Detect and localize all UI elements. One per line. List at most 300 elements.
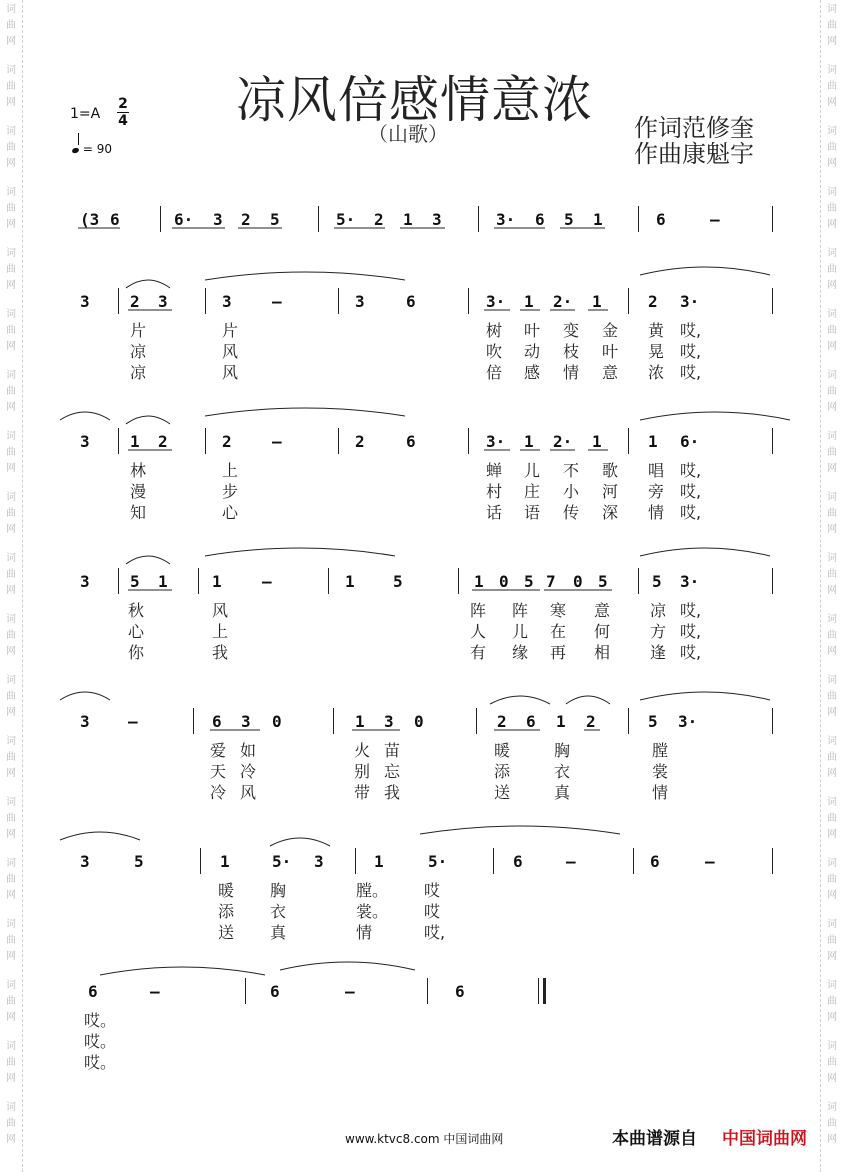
note: 1 <box>592 292 602 311</box>
slur-arc <box>126 280 170 288</box>
watermark-glyph: 词 <box>6 736 16 747</box>
watermark-glyph: 曲 <box>6 569 16 580</box>
watermark-glyph: 网 <box>6 158 16 169</box>
note: – <box>345 982 355 1001</box>
watermark-glyph: 词 <box>6 797 16 808</box>
watermark-glyph: 网 <box>6 341 16 352</box>
watermark-glyph: 词 <box>827 370 837 381</box>
note: – <box>272 432 282 451</box>
footer-url: www.ktvc8.com 中国词曲网 <box>345 1132 504 1146</box>
lyric-syllable: 片 <box>130 321 147 340</box>
watermark-glyph: 曲 <box>827 691 837 702</box>
note: – <box>272 292 282 311</box>
note: 2 <box>222 432 232 451</box>
note: 0 <box>272 712 282 731</box>
note: 5 <box>652 572 662 591</box>
note: 1 <box>524 292 534 311</box>
note: 1 <box>355 712 365 731</box>
watermark-glyph: 曲 <box>6 630 16 641</box>
watermark-glyph: 曲 <box>6 691 16 702</box>
lyric-syllable: 膛 <box>652 741 669 760</box>
lyric-syllable: 阵 <box>512 601 529 620</box>
watermark-glyph: 网 <box>827 341 837 352</box>
note: 1 <box>474 572 484 591</box>
watermark-glyph: 网 <box>6 219 16 230</box>
slur-arc <box>280 962 415 970</box>
lyric-syllable: 浓 <box>648 363 665 382</box>
watermark-glyph: 词 <box>6 553 16 564</box>
note: 3 <box>80 852 90 871</box>
lyric-syllable: 风 <box>212 601 229 620</box>
lyric-syllable: 如 <box>240 741 257 760</box>
lyric-syllable: 人 <box>470 622 487 641</box>
note: 1 <box>593 210 603 229</box>
watermark-glyph: 网 <box>6 463 16 474</box>
watermark-glyph: 网 <box>827 707 837 718</box>
note: 5 <box>393 572 403 591</box>
watermark-glyph: 曲 <box>827 935 837 946</box>
watermark-glyph: 曲 <box>827 203 837 214</box>
lyric-syllable: 哎 <box>424 902 441 921</box>
watermark-glyph: 曲 <box>827 386 837 397</box>
lyric-syllable: 吹 <box>486 342 503 361</box>
watermark-glyph: 词 <box>827 492 837 503</box>
watermark-glyph: 网 <box>6 890 16 901</box>
lyric-syllable: 裳 <box>652 762 669 781</box>
watermark-glyph: 网 <box>6 829 16 840</box>
lyric-syllable: 动 <box>524 342 541 361</box>
note: 6 <box>650 852 660 871</box>
lyric-syllable: 唱 <box>648 461 665 480</box>
note: 3· <box>496 210 516 229</box>
time-signature-bottom: 4 <box>118 113 128 129</box>
watermark-glyph: 词 <box>827 980 837 991</box>
watermark-glyph: 词 <box>827 675 837 686</box>
lyric-syllable: 秋 <box>128 601 145 620</box>
watermark-glyph: 曲 <box>6 447 16 458</box>
lyric-syllable: 叶 <box>524 321 541 340</box>
tempo-value: = 90 <box>82 142 112 156</box>
lyric-syllable: 添 <box>494 762 511 781</box>
lyric-syllable: 忘 <box>384 762 401 781</box>
watermark-glyph: 网 <box>6 1073 16 1084</box>
lyric-syllable: 哎, <box>680 363 702 382</box>
watermark-glyph: 词 <box>827 858 837 869</box>
watermark-glyph: 词 <box>6 370 16 381</box>
watermark-glyph: 词 <box>6 65 16 76</box>
note: 6 <box>406 292 416 311</box>
lyric-syllable: 何 <box>594 622 611 641</box>
lyric-syllable: 真 <box>270 923 287 942</box>
watermark-glyph: 曲 <box>827 813 837 824</box>
watermark-glyph: 词 <box>6 492 16 503</box>
watermark-glyph: 曲 <box>827 81 837 92</box>
song-title: 凉风倍感情意浓 <box>236 71 593 129</box>
song-subtitle: （山歌） <box>368 122 448 146</box>
note: – <box>262 572 272 591</box>
watermark-glyph: 曲 <box>6 264 16 275</box>
lyric-syllable: 冷 <box>210 783 227 802</box>
footer-brand: 中国词曲网 <box>722 1129 807 1149</box>
watermark-glyph: 网 <box>6 402 16 413</box>
lyric-syllable: 送 <box>218 923 235 942</box>
watermark-glyph: 词 <box>6 858 16 869</box>
lyric-syllable: 在 <box>550 622 567 641</box>
lyric-syllable: 凉 <box>130 363 147 382</box>
lyric-syllable: 倍 <box>486 363 503 382</box>
lyric-syllable: 风 <box>222 342 239 361</box>
note: 5 <box>134 852 144 871</box>
watermark-glyph: 网 <box>6 280 16 291</box>
note: – <box>705 852 715 871</box>
note: 2· <box>553 432 573 451</box>
note: 6 <box>270 982 280 1001</box>
note: 6· <box>174 210 194 229</box>
watermark-glyph: 曲 <box>827 1057 837 1068</box>
lyric-syllable: 裳。 <box>356 902 389 921</box>
note: 6· <box>680 432 700 451</box>
watermark-glyph: 网 <box>6 646 16 657</box>
watermark-glyph: 网 <box>827 97 837 108</box>
slur-arc <box>490 696 550 704</box>
note: 6 <box>535 210 545 229</box>
note: 6 <box>455 982 465 1001</box>
watermark-glyph: 网 <box>827 402 837 413</box>
note: 1 <box>403 210 413 229</box>
lyric-syllable: 寒 <box>550 601 567 620</box>
note: 3 <box>314 852 324 871</box>
watermark-glyph: 曲 <box>6 203 16 214</box>
watermark-glyph: 曲 <box>6 386 16 397</box>
lyric-syllable: 心 <box>222 503 239 522</box>
watermark-glyph: 曲 <box>827 264 837 275</box>
note: 6 <box>406 432 416 451</box>
lyric-syllable: 你 <box>128 643 145 662</box>
note: 2· <box>553 292 573 311</box>
note: 3 <box>158 292 168 311</box>
lyric-syllable: 哎。 <box>84 1011 117 1030</box>
watermark-glyph: 曲 <box>6 20 16 31</box>
note: 6 <box>656 210 666 229</box>
watermark-glyph: 曲 <box>827 630 837 641</box>
watermark-glyph: 网 <box>6 951 16 962</box>
note: – <box>128 712 138 731</box>
lyric-syllable: 晃 <box>648 342 665 361</box>
lyric-syllable: 儿 <box>512 622 529 641</box>
watermark-glyph: 词 <box>827 1102 837 1113</box>
note: 2 <box>648 292 658 311</box>
lyric-syllable: 村 <box>486 482 503 501</box>
lyric-syllable: 漫 <box>130 482 147 501</box>
lyric-syllable: 衣 <box>270 902 287 921</box>
watermark-glyph: 网 <box>6 768 16 779</box>
slur-arc <box>205 408 405 416</box>
note: 1 <box>345 572 355 591</box>
lyric-syllable: 不 <box>563 461 580 480</box>
note: 6 <box>513 852 523 871</box>
slur-arc <box>640 692 770 700</box>
lyric-syllable: 蝉 <box>486 461 503 480</box>
watermark-glyph: 词 <box>6 126 16 137</box>
note: 5· <box>272 852 292 871</box>
note: 2 <box>241 210 251 229</box>
lyric-syllable: 胸 <box>270 881 287 900</box>
lyric-syllable: 哎, <box>680 622 702 641</box>
watermark-glyph: 网 <box>827 280 837 291</box>
note: 3 <box>80 572 90 591</box>
lyric-syllable: 旁 <box>648 482 665 501</box>
slur-arc <box>205 548 395 556</box>
note: 3 <box>384 712 394 731</box>
note: 3· <box>680 572 700 591</box>
lyric-syllable: 知 <box>130 503 147 522</box>
watermark-glyph: 词 <box>6 248 16 259</box>
watermark-glyph: 网 <box>827 646 837 657</box>
lyric-syllable: 爱 <box>210 741 227 760</box>
watermark-glyph: 网 <box>6 1134 16 1145</box>
note: 3 <box>213 210 223 229</box>
note: 0 <box>573 572 583 591</box>
note: 6 <box>212 712 222 731</box>
slur-arc <box>60 692 110 700</box>
lyric-syllable: 情 <box>356 923 373 942</box>
note: 5 <box>598 572 608 591</box>
note: (3 <box>80 210 100 229</box>
lyric-syllable: 上 <box>222 461 239 480</box>
note: 1 <box>212 572 222 591</box>
lyric-syllable: 天 <box>210 762 227 781</box>
watermark-glyph: 曲 <box>827 1118 837 1129</box>
watermark-glyph: 网 <box>827 463 837 474</box>
watermark-glyph: 曲 <box>6 752 16 763</box>
lyric-syllable: 情 <box>652 783 669 802</box>
watermark-glyph: 词 <box>6 919 16 930</box>
watermark-glyph: 词 <box>827 4 837 15</box>
watermark-glyph: 词 <box>6 980 16 991</box>
watermark-glyph: 词 <box>6 1102 16 1113</box>
lyric-syllable: 冷 <box>240 762 257 781</box>
lyric-syllable: 哎, <box>680 482 702 501</box>
lyric-syllable: 变 <box>563 321 580 340</box>
note: 3 <box>432 210 442 229</box>
watermark-glyph: 词 <box>827 736 837 747</box>
lyric-syllable: 传 <box>563 503 580 522</box>
lyric-syllable: 风 <box>222 363 239 382</box>
watermark-glyph: 曲 <box>6 142 16 153</box>
note: 2 <box>130 292 140 311</box>
watermark-glyph: 曲 <box>6 81 16 92</box>
watermark-glyph: 词 <box>827 919 837 930</box>
slur-arc <box>205 272 405 280</box>
watermark-glyph: 词 <box>827 309 837 320</box>
watermark-glyph: 网 <box>827 1012 837 1023</box>
note: 1 <box>556 712 566 731</box>
composer-credit: 作曲康魁宇 <box>634 140 754 168</box>
note: 3 <box>222 292 232 311</box>
lyric-syllable: 林 <box>130 461 147 480</box>
slur-arc <box>640 267 770 275</box>
lyric-syllable: 再 <box>550 643 567 662</box>
slur-arc <box>640 548 770 556</box>
lyric-syllable: 黄 <box>648 321 665 340</box>
watermark-glyph: 曲 <box>6 325 16 336</box>
watermark-glyph: 曲 <box>827 142 837 153</box>
note: 6 <box>110 210 120 229</box>
watermark-glyph: 网 <box>827 1073 837 1084</box>
watermark-glyph: 词 <box>6 675 16 686</box>
lyric-syllable: 河 <box>602 482 619 501</box>
note: 3· <box>486 432 506 451</box>
note: – <box>566 852 576 871</box>
slur-arc <box>270 838 330 846</box>
watermark-glyph: 曲 <box>827 447 837 458</box>
note: 3 <box>241 712 251 731</box>
watermark-glyph: 曲 <box>827 874 837 885</box>
note: 5· <box>336 210 356 229</box>
note: 2 <box>586 712 596 731</box>
note: – <box>710 210 720 229</box>
watermark-glyph: 曲 <box>827 20 837 31</box>
watermark-glyph: 词 <box>6 1041 16 1052</box>
lyric-syllable: 凉 <box>650 601 667 620</box>
note: 6 <box>526 712 536 731</box>
note: 3 <box>80 292 90 311</box>
lyric-syllable: 苗 <box>384 741 401 760</box>
watermark-glyph: 网 <box>827 829 837 840</box>
lyric-syllable: 哎, <box>424 923 446 942</box>
lyric-syllable: 胸 <box>554 741 571 760</box>
lyric-syllable: 金 <box>602 321 619 340</box>
lyric-syllable: 火 <box>354 741 371 760</box>
lyric-syllable: 阵 <box>470 601 487 620</box>
watermark-glyph: 词 <box>827 126 837 137</box>
lyric-syllable: 逢 <box>650 643 667 662</box>
watermark-glyph: 曲 <box>6 1057 16 1068</box>
watermark-glyph: 曲 <box>6 874 16 885</box>
watermark-glyph: 词 <box>6 309 16 320</box>
watermark-glyph: 网 <box>827 36 837 47</box>
watermark-glyph: 网 <box>827 1134 837 1145</box>
slur-arc <box>126 556 170 564</box>
note: 1 <box>130 432 140 451</box>
lyric-syllable: 哎, <box>680 342 702 361</box>
lyric-syllable: 哎 <box>424 881 441 900</box>
watermark-glyph: 词 <box>827 248 837 259</box>
lyric-syllable: 相 <box>594 643 611 662</box>
watermark-glyph: 网 <box>827 768 837 779</box>
lyric-syllable: 方 <box>650 622 667 641</box>
lyricist-credit: 作词范修奎 <box>634 114 754 142</box>
note: 3· <box>678 712 698 731</box>
lyric-syllable: 感 <box>524 363 541 382</box>
lyric-syllable: 缘 <box>512 643 529 662</box>
lyric-syllable: 哎, <box>680 321 702 340</box>
lyric-syllable: 暖 <box>218 881 235 900</box>
note: 0 <box>499 572 509 591</box>
lyric-syllable: 心 <box>128 622 145 641</box>
note: 3· <box>680 292 700 311</box>
note: 3 <box>80 712 90 731</box>
watermark-glyph: 网 <box>6 1012 16 1023</box>
note: 6 <box>88 982 98 1001</box>
note: 1 <box>158 572 168 591</box>
note: 5 <box>270 210 280 229</box>
watermark-glyph: 词 <box>6 187 16 198</box>
footer-source-label: 本曲谱源自 <box>612 1129 697 1149</box>
lyric-syllable: 我 <box>212 643 229 662</box>
watermark-glyph: 网 <box>6 707 16 718</box>
lyric-syllable: 情 <box>563 363 580 382</box>
note: 0 <box>414 712 424 731</box>
watermark-glyph: 曲 <box>827 569 837 580</box>
lyric-syllable: 哎, <box>680 643 702 662</box>
watermark-glyph: 曲 <box>6 935 16 946</box>
watermark-glyph: 词 <box>827 553 837 564</box>
watermark-glyph: 词 <box>6 4 16 15</box>
watermark-glyph: 网 <box>6 524 16 535</box>
lyric-syllable: 膛。 <box>356 881 389 900</box>
lyric-syllable: 片 <box>222 321 239 340</box>
lyric-syllable: 话 <box>486 503 503 522</box>
lyric-syllable: 我 <box>384 783 401 802</box>
watermark-glyph: 词 <box>827 614 837 625</box>
note: – <box>150 982 160 1001</box>
note: 2 <box>497 712 507 731</box>
watermark-glyph: 网 <box>6 585 16 596</box>
note: 3· <box>486 292 506 311</box>
slur-arc <box>60 832 140 840</box>
watermark-glyph: 曲 <box>827 325 837 336</box>
lyric-syllable: 歌 <box>602 461 619 480</box>
note: 7 <box>546 572 556 591</box>
watermark-glyph: 曲 <box>827 508 837 519</box>
watermark-glyph: 曲 <box>6 813 16 824</box>
watermark-glyph: 网 <box>6 97 16 108</box>
lyric-syllable: 叶 <box>602 342 619 361</box>
note: 5 <box>524 572 534 591</box>
watermark-glyph: 网 <box>827 219 837 230</box>
watermark-glyph: 词 <box>827 431 837 442</box>
lyric-syllable: 衣 <box>554 762 571 781</box>
slur-arc <box>640 412 790 420</box>
slur-arc <box>420 826 620 834</box>
time-signature-top: 2 <box>118 96 128 112</box>
lyric-syllable: 添 <box>218 902 235 921</box>
watermark-glyph: 网 <box>827 585 837 596</box>
watermark-glyph: 词 <box>827 187 837 198</box>
lyric-syllable: 真 <box>554 783 571 802</box>
watermark-glyph: 网 <box>6 36 16 47</box>
watermark-glyph: 词 <box>6 614 16 625</box>
note: 1 <box>374 852 384 871</box>
lyric-syllable: 带 <box>354 783 371 802</box>
lyric-syllable: 哎。 <box>84 1032 117 1051</box>
lyric-syllable: 暖 <box>494 741 511 760</box>
lyric-syllable: 树 <box>486 321 503 340</box>
lyric-syllable: 庄 <box>524 482 541 501</box>
watermark-glyph: 曲 <box>6 508 16 519</box>
watermark-glyph: 网 <box>827 951 837 962</box>
note: 5 <box>130 572 140 591</box>
lyric-syllable: 语 <box>524 503 541 522</box>
lyric-syllable: 哎, <box>680 601 702 620</box>
note: 3 <box>355 292 365 311</box>
lyric-syllable: 送 <box>494 783 511 802</box>
lyric-syllable: 意 <box>594 601 611 620</box>
lyric-syllable: 哎, <box>680 461 702 480</box>
watermark-glyph: 网 <box>827 890 837 901</box>
watermark-glyph: 曲 <box>827 752 837 763</box>
